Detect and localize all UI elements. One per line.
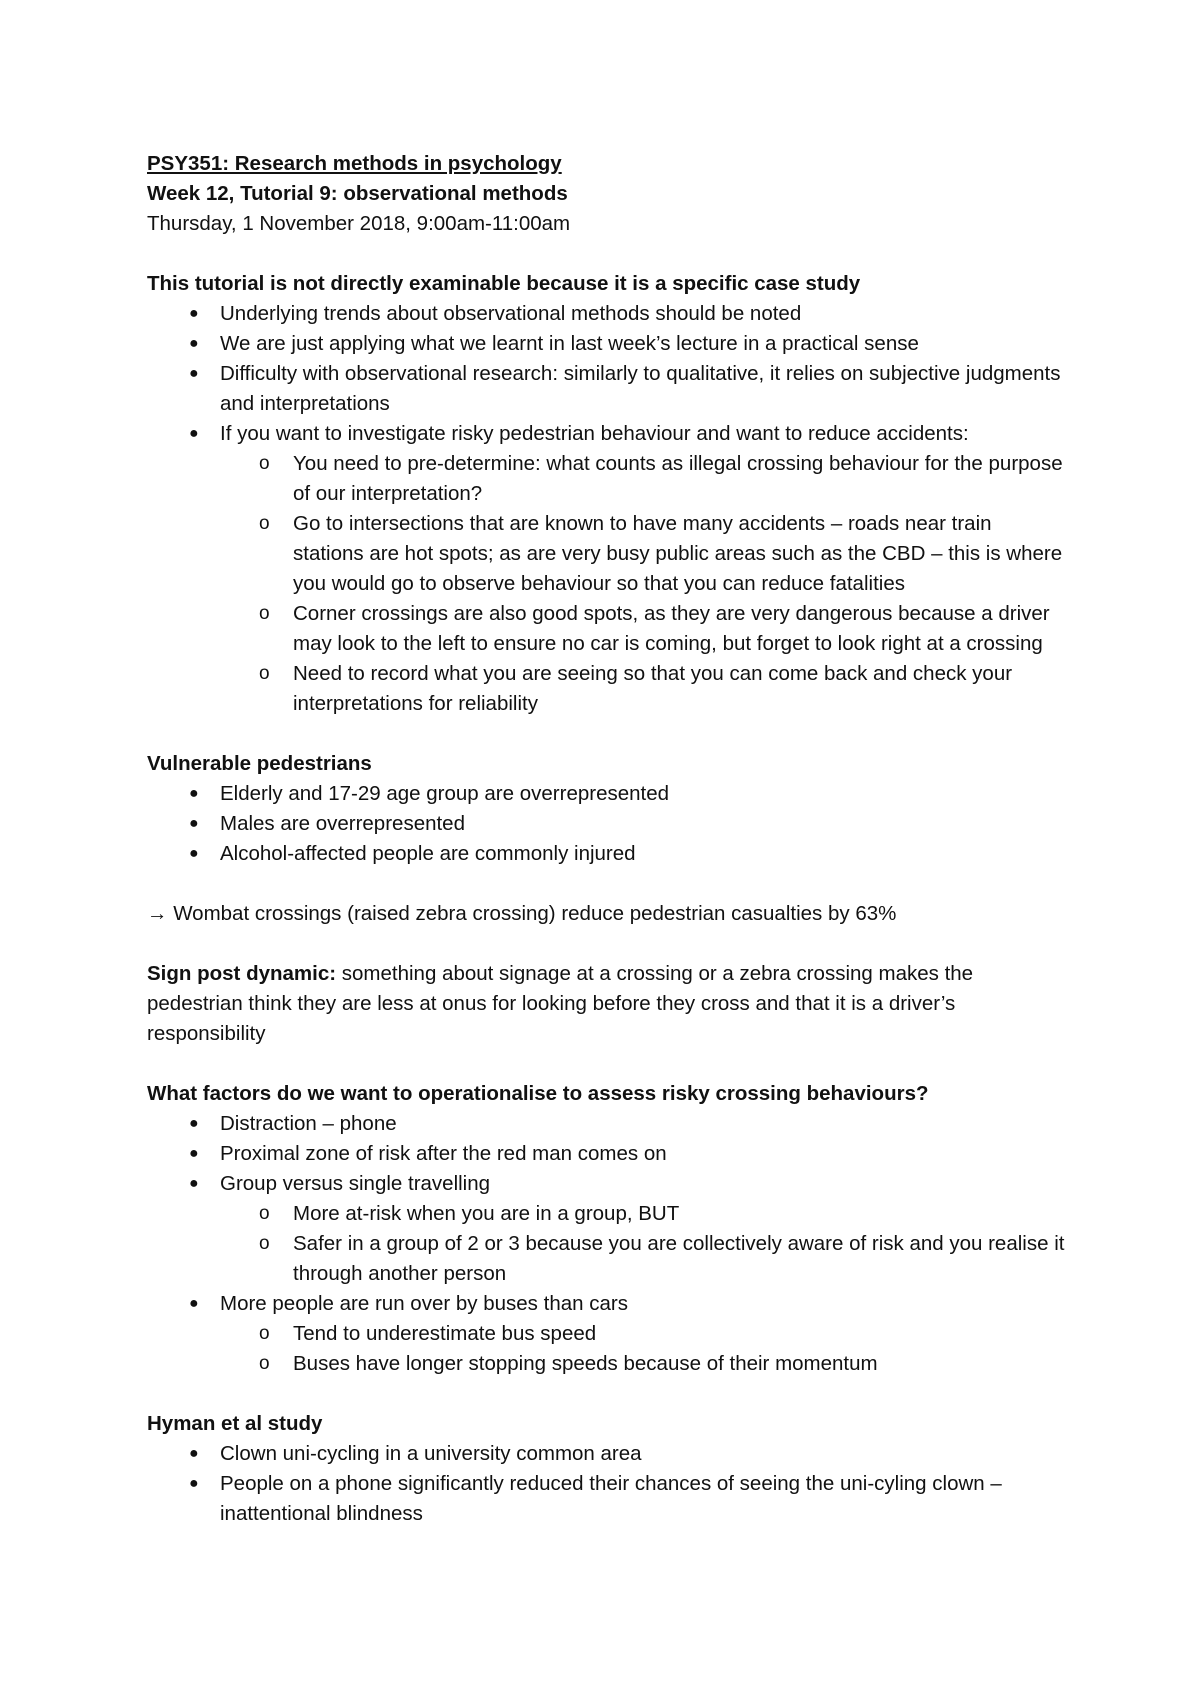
circle-bullet-icon: o (259, 513, 270, 534)
bullet-icon: ● (189, 1295, 199, 1312)
bullet-list (147, 1439, 1067, 1529)
list-item: ● People on a phone significantly reduced their chances of seeing the uni-cyling clown – inattentional blindness (147, 1469, 1067, 1529)
circle-bullet-icon: o (259, 1203, 270, 1224)
list-item: ● Alcohol-affected people are commonly injured (147, 839, 1067, 869)
bullet-icon: ● (189, 335, 199, 352)
list-item: ● Distraction – phone (147, 1109, 1067, 1139)
bullet-icon: ● (189, 785, 199, 802)
sub-list-item: o Corner crossings are also good spots, as they are very dangerous because a driver may look to the left to ensure no car is coming, but forget to look right at a crossing (147, 599, 1067, 659)
circle-bullet-icon: o (259, 663, 270, 684)
sub-list-item: o You need to pre-determine: what counts as illegal crossing behaviour for the purpose of our interpretation? (147, 449, 1067, 509)
bullet-icon: ● (189, 1145, 199, 1162)
bullet-icon: ● (189, 425, 199, 442)
list-item: ● Underlying trends about observational methods should be noted (147, 299, 1067, 329)
list-item: ● If you want to investigate risky pedestrian behaviour and want to reduce accidents: (147, 419, 1067, 449)
list-item: ● Elderly and 17-29 age group are overrepresented (147, 779, 1067, 809)
circle-bullet-icon: o (259, 1353, 270, 1374)
sub-list-item: o Buses have longer stopping speeds because of their momentum (147, 1349, 1067, 1379)
section-heading-hyman: Hyman et al study (147, 1412, 323, 1435)
bullet-list (147, 299, 1067, 449)
sub-list-item: o Tend to underestimate bus speed (147, 1319, 1067, 1349)
bullet-list (147, 1289, 1067, 1319)
bullet-icon: ● (189, 305, 199, 322)
circle-bullet-icon: o (259, 1233, 270, 1254)
bullet-icon: ● (189, 1475, 199, 1492)
sub-list-item: o More at-risk when you are in a group, BUT (147, 1199, 1067, 1229)
wombat-note: → Wombat crossings (raised zebra crossing) reduce pedestrian casualties by 63% (147, 902, 897, 925)
list-item: ● Difficulty with observational research: similarly to qualitative, it relies on subjective judgments and interpretations (147, 359, 1067, 419)
document-content (147, 149, 1067, 1529)
signpost-paragraph: Sign post dynamic: something about signage at a crossing or a zebra crossing makes the pedestrian think they are less at onus for looking before they cross and that it is a driver’s responsibility (147, 962, 974, 1045)
section-heading-vulnerable: Vulnerable pedestrians (147, 752, 372, 775)
bullet-icon: ● (189, 1175, 199, 1192)
sub-list-item: o Safer in a group of 2 or 3 because you are collectively aware of risk and you realise it through another person (147, 1229, 1067, 1289)
sub-bullet-list (147, 1319, 1067, 1379)
list-item: ● More people are run over by buses than cars (147, 1289, 1067, 1319)
arrow-right-icon: → (147, 902, 168, 925)
sub-bullet-list (147, 1199, 1067, 1289)
list-item: ● We are just applying what we learnt in last week’s lecture in a practical sense (147, 329, 1067, 359)
list-item: ● Group versus single travelling (147, 1169, 1067, 1199)
course-title: PSY351: Research methods in psychology (147, 152, 562, 175)
circle-bullet-icon: o (259, 453, 270, 474)
list-item: ● Proximal zone of risk after the red man comes on (147, 1139, 1067, 1169)
signpost-label: Sign post dynamic: (147, 962, 337, 985)
section-heading-factors: What factors do we want to operationalise to assess risky crossing behaviours? (147, 1082, 929, 1105)
circle-bullet-icon: o (259, 603, 270, 624)
bullet-icon: ● (189, 1445, 199, 1462)
date-line: Thursday, 1 November 2018, 9:00am-11:00am (147, 212, 571, 235)
section-heading-tutorial: This tutorial is not directly examinable because it is a specific case study (147, 272, 861, 295)
list-item: ● Clown uni-cycling in a university common area (147, 1439, 1067, 1469)
sub-list-item: o Go to intersections that are known to have many accidents – roads near train stations are hot spots; as are very busy public areas such as the CBD – this is where you would go to observe behaviour so that you can reduce fatalities (147, 509, 1067, 599)
bullet-list (147, 779, 1067, 869)
sub-list-item: o Need to record what you are seeing so that you can come back and check your interpretations for reliability (147, 659, 1067, 719)
bullet-icon: ● (189, 1115, 199, 1132)
bullet-icon: ● (189, 845, 199, 862)
bullet-list (147, 1109, 1067, 1199)
sub-bullet-list (147, 449, 1067, 719)
week-heading: Week 12, Tutorial 9: observational methods (147, 182, 568, 205)
bullet-icon: ● (189, 815, 199, 832)
bullet-icon: ● (189, 365, 199, 382)
circle-bullet-icon: o (259, 1323, 270, 1344)
list-item: ● Males are overrepresented (147, 809, 1067, 839)
